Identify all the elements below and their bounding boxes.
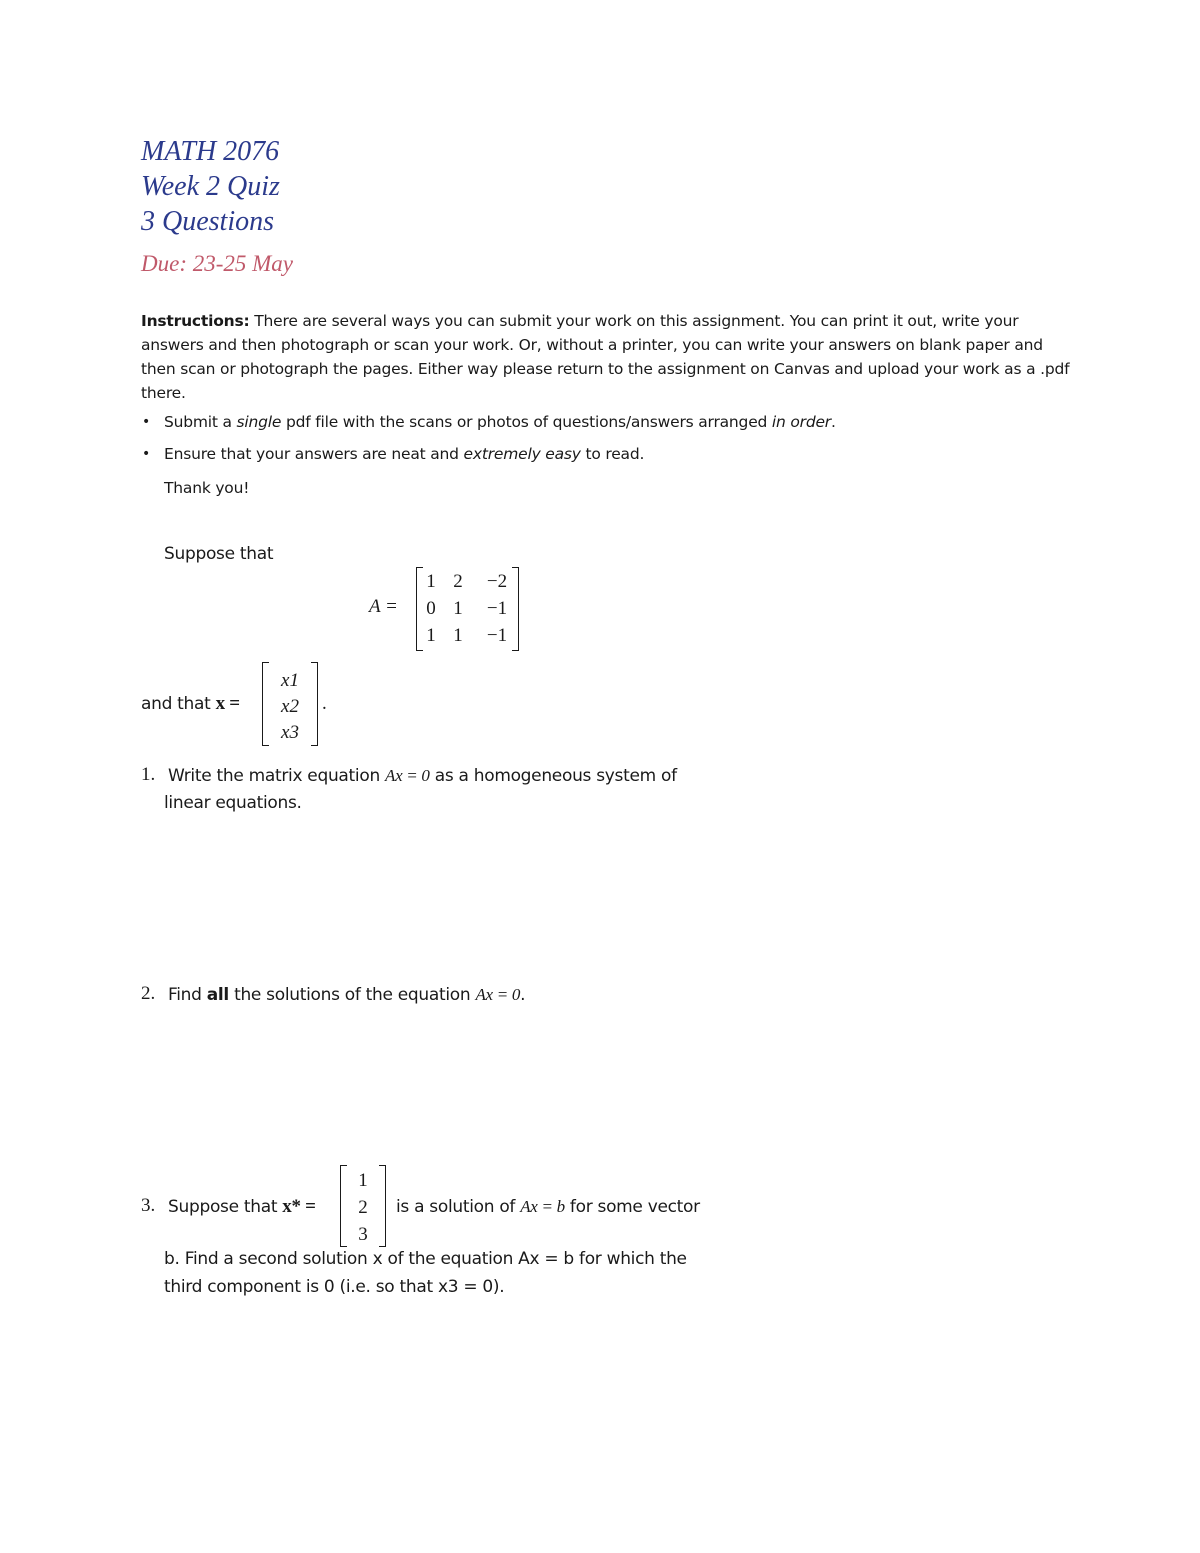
bullet2-emphasis: extremely easy (463, 445, 581, 463)
question-2-number: 2. (141, 983, 156, 1004)
q2-bold-all: all (206, 985, 229, 1005)
q2-text-c: . (520, 985, 526, 1005)
instructions-text: There are several ways you can submit your work on this assignment. You can print it out, write your answers and then photograph or scan your work. Or, without a printer, you can write your answers on blank paper and then scan or photograph the pages. Either way please return to the assignment on Canvas and upload your work as a .pdf there. (141, 312, 1070, 402)
bullet-list (142, 410, 1064, 500)
matrix-cell: 1 (426, 625, 436, 646)
bullet1-emphasis-single: single (236, 413, 282, 431)
q3-text-c: for some vector (564, 1197, 700, 1217)
question-1-number: 1. (141, 764, 156, 785)
vector-component-x2: x2 (281, 696, 299, 717)
and-that-text (141, 690, 240, 718)
matrix-cell: −2 (486, 571, 508, 592)
question-1-text (168, 762, 768, 790)
x-vector (262, 662, 318, 746)
question-3-prefix (168, 1193, 316, 1221)
xstar-component: 1 (358, 1170, 368, 1191)
matrix-cell: 0 (426, 598, 436, 619)
q1-text-b: as a homogeneous system of (429, 766, 677, 786)
course-title: MATH 2076 (141, 136, 280, 167)
suppose-text: Suppose that (164, 544, 274, 564)
q2-text-a: Find (168, 985, 207, 1005)
vector-right-bracket (379, 1165, 386, 1247)
bullet1-text-a: Submit a (164, 413, 237, 431)
instructions-paragraph (141, 309, 1071, 405)
matrix-cell: 1 (453, 625, 463, 646)
and-that-label: and that (141, 694, 211, 714)
question-3-text-line2: b. Find a second solution x of the equation Ax = b for which the (164, 1249, 687, 1269)
matrix-cell: 1 (453, 598, 463, 619)
bullet-item-1 (142, 410, 1064, 434)
matrix-a (416, 567, 519, 651)
vector-component-x1: x1 (281, 670, 299, 691)
xstar-component: 3 (358, 1224, 368, 1245)
question-3-number: 3. (141, 1195, 156, 1216)
question-3-text-line1 (396, 1193, 700, 1221)
bullet1-text-b: pdf file with the scans or photos of questions/answers arranged (281, 413, 772, 431)
bullet-icon: • (142, 414, 151, 430)
question-3-text-line3: third component is 0 (i.e. so that x3 = 0). (164, 1277, 505, 1297)
bullet1-text-c: . (830, 413, 836, 431)
matrix-cell: 2 (453, 571, 463, 592)
matrix-cell: −1 (486, 625, 508, 646)
q2-text-b: the solutions of the equation (228, 985, 476, 1005)
matrix-label: A = (369, 596, 398, 617)
vector-component-x3: x3 (281, 722, 299, 743)
matrix-cell: −1 (486, 598, 508, 619)
bullet1-emphasis-order: in order (771, 413, 831, 431)
q3-text-a: Suppose that (168, 1197, 283, 1217)
vector-left-bracket (340, 1165, 347, 1247)
x-vector-period: . (322, 693, 327, 714)
matrix-cell: 1 (426, 571, 436, 592)
question-2-text (168, 981, 768, 1009)
xstar-vector (340, 1165, 386, 1247)
quiz-title: Week 2 Quiz (141, 171, 280, 202)
q1-equation: Ax = 0 (385, 766, 430, 785)
q2-equation: Ax = 0 (475, 985, 521, 1004)
question-count: 3 Questions (141, 206, 274, 237)
thanks-text: Thank you! (164, 479, 250, 497)
q3-xstar: x* = (282, 1196, 316, 1217)
bullet-icon: • (142, 446, 151, 462)
bullet-item-2 (142, 442, 1064, 466)
bullet2-text-a: Ensure that your answers are neat and (164, 445, 464, 463)
x-label: x = (215, 693, 240, 714)
vector-left-bracket (262, 662, 269, 746)
question-1-text-line2: linear equations. (164, 793, 302, 813)
q3-text-b: is a solution of (396, 1197, 521, 1217)
q3-equation: Ax = b (520, 1197, 565, 1216)
instructions-label: Instructions: (141, 312, 250, 330)
q1-text-a: Write the matrix equation (168, 766, 386, 786)
due-date: Due: 23-25 May (141, 251, 294, 276)
xstar-component: 2 (358, 1197, 368, 1218)
vector-right-bracket (311, 662, 318, 746)
bullet2-text-b: to read. (580, 445, 645, 463)
